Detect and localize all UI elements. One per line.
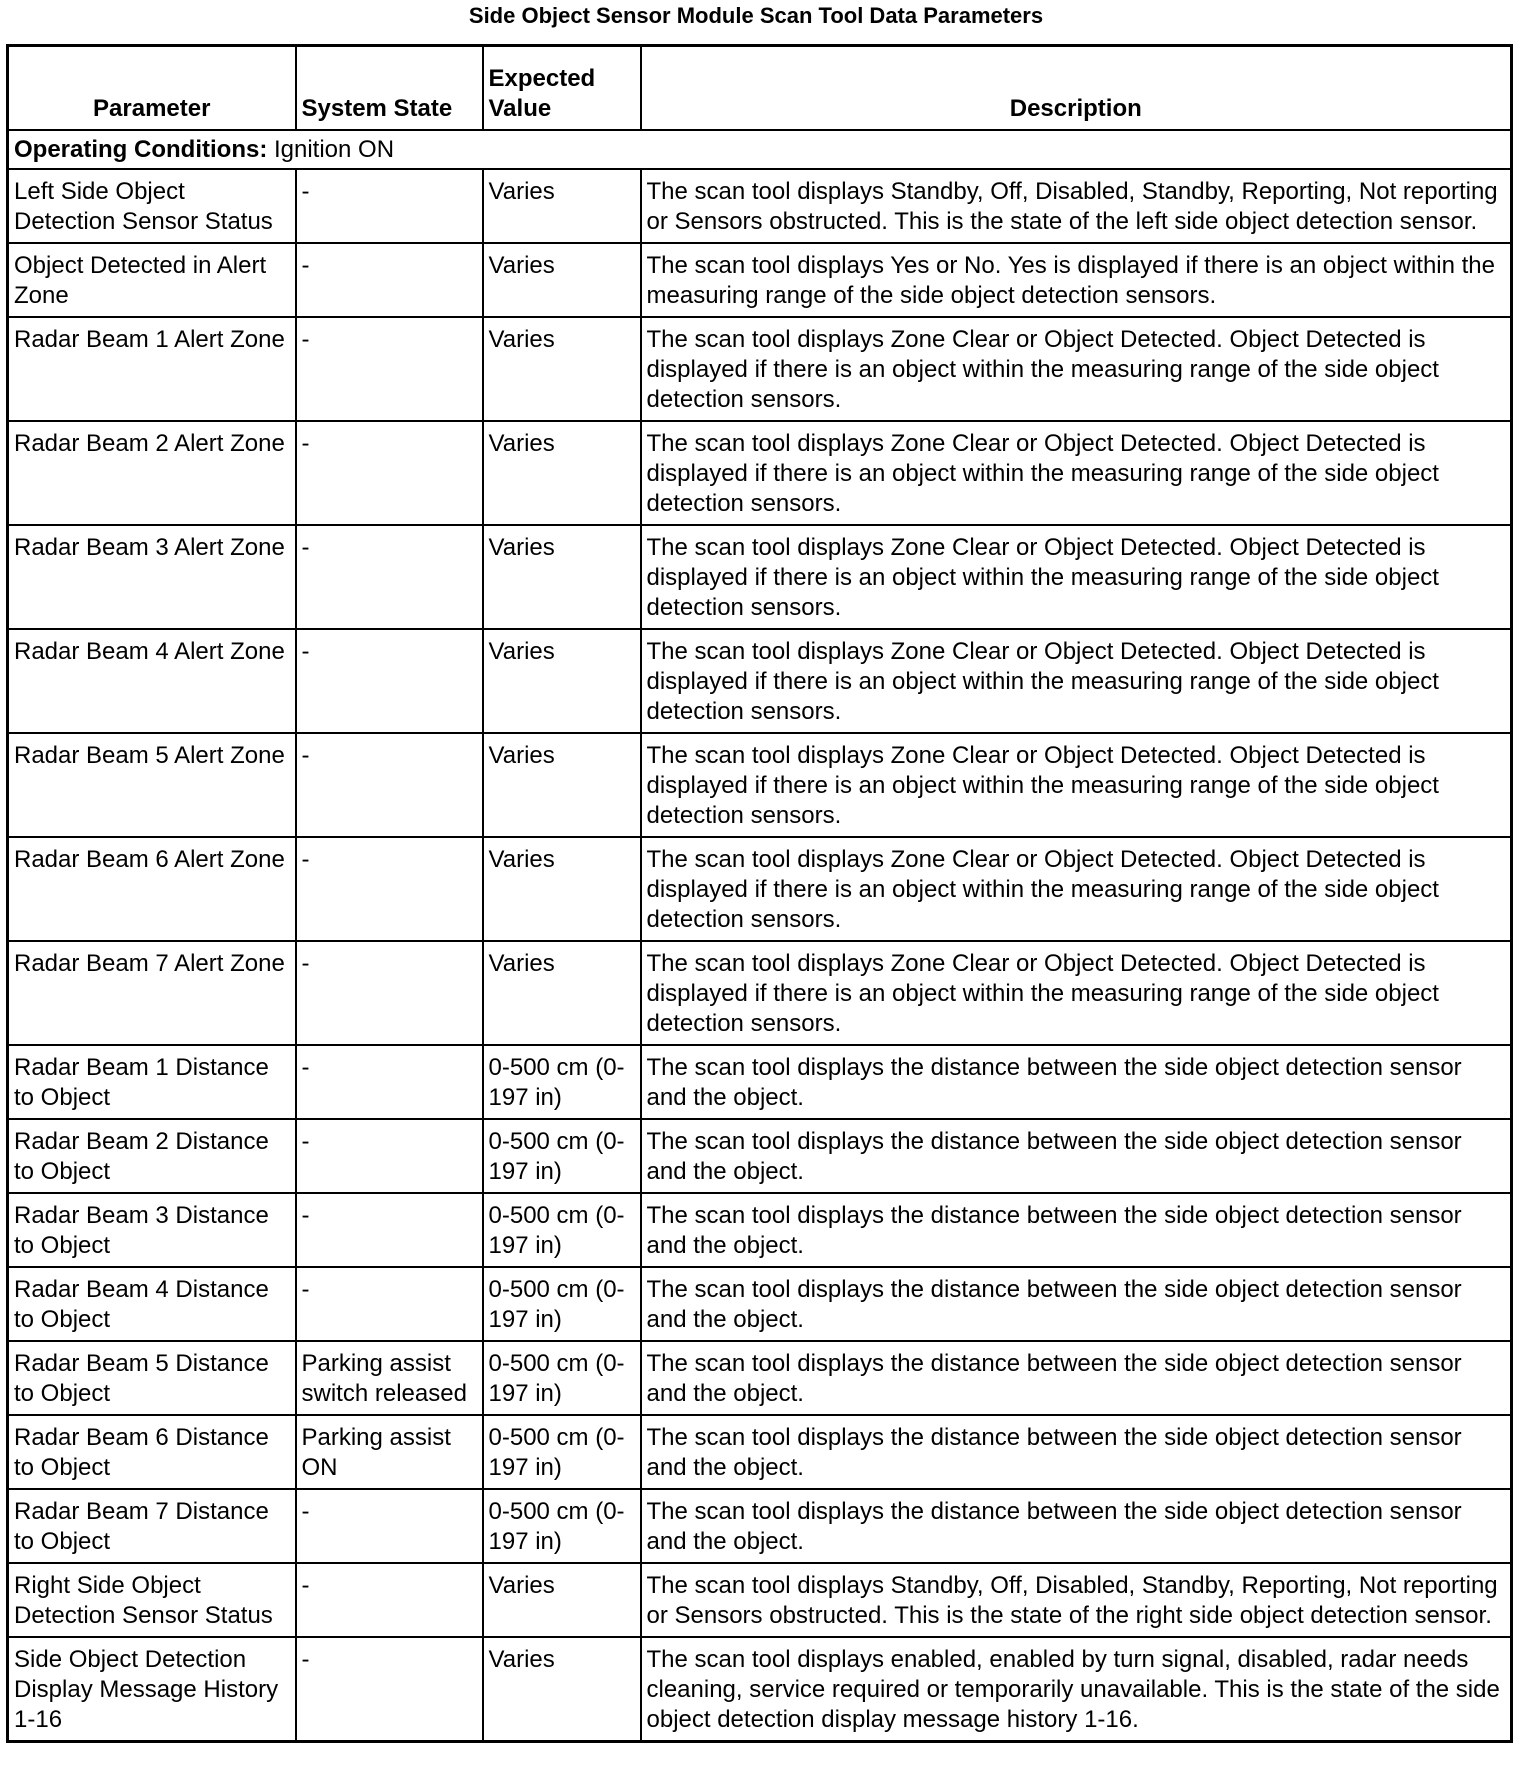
cell-expected-value: Varies (483, 629, 641, 733)
cell-description: The scan tool displays enabled, enabled by turn signal, disabled, radar needs cleaning, service required or temporarily unavailable. This is the state of the side object detection display message history 1-16. (641, 1637, 1512, 1742)
cell-expected-value: 0-500 cm (0-197 in) (483, 1267, 641, 1341)
cell-parameter: Radar Beam 3 Alert Zone (8, 525, 296, 629)
cell-parameter: Right Side Object Detection Sensor Status (8, 1563, 296, 1637)
header-system-state: System State (296, 46, 483, 131)
cell-description: The scan tool displays the distance between the side object detection sensor and the object. (641, 1415, 1512, 1489)
cell-description: The scan tool displays the distance between the side object detection sensor and the object. (641, 1489, 1512, 1563)
table-row (8, 1045, 1512, 1119)
operating-conditions-cell (8, 130, 1512, 169)
cell-parameter: Radar Beam 1 Distance to Object (8, 1045, 296, 1119)
cell-system-state: Parking assist switch released (296, 1341, 483, 1415)
table-row (8, 629, 1512, 733)
cell-parameter: Radar Beam 7 Distance to Object (8, 1489, 296, 1563)
cell-system-state: - (296, 243, 483, 317)
cell-system-state: - (296, 1489, 483, 1563)
cell-expected-value: Varies (483, 169, 641, 243)
cell-system-state: - (296, 317, 483, 421)
table-row (8, 837, 1512, 941)
cell-expected-value: Varies (483, 317, 641, 421)
cell-expected-value: 0-500 cm (0-197 in) (483, 1045, 641, 1119)
operating-conditions-row (8, 130, 1512, 169)
cell-system-state: Parking assist ON (296, 1415, 483, 1489)
cell-description: The scan tool displays Zone Clear or Object Detected. Object Detected is displayed if there is an object within the measuring range of the side object detection sensors. (641, 941, 1512, 1045)
cell-system-state: - (296, 733, 483, 837)
cell-parameter: Radar Beam 7 Alert Zone (8, 941, 296, 1045)
table-row (8, 421, 1512, 525)
table-row (8, 1341, 1512, 1415)
cell-parameter: Left Side Object Detection Sensor Status (8, 169, 296, 243)
table-row (8, 1267, 1512, 1341)
cell-parameter: Side Object Detection Display Message History 1-16 (8, 1637, 296, 1742)
cell-system-state: - (296, 421, 483, 525)
cell-parameter: Radar Beam 5 Distance to Object (8, 1341, 296, 1415)
header-expected-value: Expected Value (483, 46, 641, 131)
cell-system-state: - (296, 1193, 483, 1267)
table-title: Side Object Sensor Module Scan Tool Data Parameters (468, 3, 1044, 28)
cell-expected-value: Varies (483, 525, 641, 629)
cell-expected-value: Varies (483, 941, 641, 1045)
table-row (8, 317, 1512, 421)
cell-system-state: - (296, 941, 483, 1045)
cell-expected-value: 0-500 cm (0-197 in) (483, 1489, 641, 1563)
table-row (8, 1563, 1512, 1637)
cell-expected-value: Varies (483, 837, 641, 941)
cell-description: The scan tool displays Zone Clear or Object Detected. Object Detected is displayed if there is an object within the measuring range of the side object detection sensors. (641, 317, 1512, 421)
header-parameter: Parameter (8, 46, 296, 131)
cell-description: The scan tool displays the distance between the side object detection sensor and the object. (641, 1193, 1512, 1267)
cell-system-state: - (296, 525, 483, 629)
table-row (8, 733, 1512, 837)
cell-parameter: Radar Beam 3 Distance to Object (8, 1193, 296, 1267)
cell-description: The scan tool displays the distance between the side object detection sensor and the object. (641, 1267, 1512, 1341)
cell-system-state: - (296, 1119, 483, 1193)
cell-expected-value: 0-500 cm (0-197 in) (483, 1341, 641, 1415)
header-row (8, 46, 1512, 131)
cell-expected-value: 0-500 cm (0-197 in) (483, 1415, 641, 1489)
cell-description: The scan tool displays Zone Clear or Object Detected. Object Detected is displayed if there is an object within the measuring range of the side object detection sensors. (641, 629, 1512, 733)
cell-system-state: - (296, 169, 483, 243)
operating-conditions-label: Operating Conditions: (14, 136, 268, 163)
cell-parameter: Radar Beam 5 Alert Zone (8, 733, 296, 837)
cell-system-state: - (296, 1045, 483, 1119)
cell-description: The scan tool displays Standby, Off, Disabled, Standby, Reporting, Not reporting or Sensors obstructed. This is the state of the right side object detection sensor. (641, 1563, 1512, 1637)
cell-description: The scan tool displays Zone Clear or Object Detected. Object Detected is displayed if there is an object within the measuring range of the side object detection sensors. (641, 733, 1512, 837)
cell-expected-value: Varies (483, 243, 641, 317)
cell-parameter: Radar Beam 6 Distance to Object (8, 1415, 296, 1489)
cell-parameter: Radar Beam 2 Distance to Object (8, 1119, 296, 1193)
cell-parameter: Radar Beam 4 Alert Zone (8, 629, 296, 733)
cell-system-state: - (296, 1267, 483, 1341)
cell-description: The scan tool displays the distance between the side object detection sensor and the object. (641, 1045, 1512, 1119)
cell-description: The scan tool displays the distance between the side object detection sensor and the object. (641, 1341, 1512, 1415)
cell-parameter: Radar Beam 2 Alert Zone (8, 421, 296, 525)
cell-expected-value: 0-500 cm (0-197 in) (483, 1193, 641, 1267)
operating-conditions-value: Ignition ON (273, 136, 395, 163)
table-row (8, 525, 1512, 629)
cell-expected-value: Varies (483, 733, 641, 837)
cell-parameter: Object Detected in Alert Zone (8, 243, 296, 317)
cell-system-state: - (296, 629, 483, 733)
table-row (8, 1415, 1512, 1489)
cell-parameter: Radar Beam 6 Alert Zone (8, 837, 296, 941)
table-row (8, 941, 1512, 1045)
table-row (8, 1193, 1512, 1267)
cell-expected-value: Varies (483, 1637, 641, 1742)
cell-system-state: - (296, 1637, 483, 1742)
cell-description: The scan tool displays Zone Clear or Object Detected. Object Detected is displayed if there is an object within the measuring range of the side object detection sensors. (641, 525, 1512, 629)
cell-parameter: Radar Beam 4 Distance to Object (8, 1267, 296, 1341)
table-row (8, 1489, 1512, 1563)
cell-description: The scan tool displays Zone Clear or Object Detected. Object Detected is displayed if there is an object within the measuring range of the side object detection sensors. (641, 837, 1512, 941)
cell-description: The scan tool displays the distance between the side object detection sensor and the object. (641, 1119, 1512, 1193)
cell-system-state: - (296, 837, 483, 941)
cell-system-state: - (296, 1563, 483, 1637)
cell-expected-value: Varies (483, 421, 641, 525)
table-row (8, 169, 1512, 243)
cell-description: The scan tool displays Standby, Off, Disabled, Standby, Reporting, Not reporting or Sensors obstructed. This is the state of the left side object detection sensor. (641, 169, 1512, 243)
table-row (8, 243, 1512, 317)
cell-parameter: Radar Beam 1 Alert Zone (8, 317, 296, 421)
cell-expected-value: Varies (483, 1563, 641, 1637)
cell-description: The scan tool displays Yes or No. Yes is displayed if there is an object within the measuring range of the side object detection sensors. (641, 243, 1512, 317)
table-row (8, 1119, 1512, 1193)
table-row (8, 1637, 1512, 1742)
cell-description: The scan tool displays Zone Clear or Object Detected. Object Detected is displayed if there is an object within the measuring range of the side object detection sensors. (641, 421, 1512, 525)
header-description: Description (641, 46, 1512, 131)
scan-tool-data-table (6, 44, 1513, 1743)
cell-expected-value: 0-500 cm (0-197 in) (483, 1119, 641, 1193)
